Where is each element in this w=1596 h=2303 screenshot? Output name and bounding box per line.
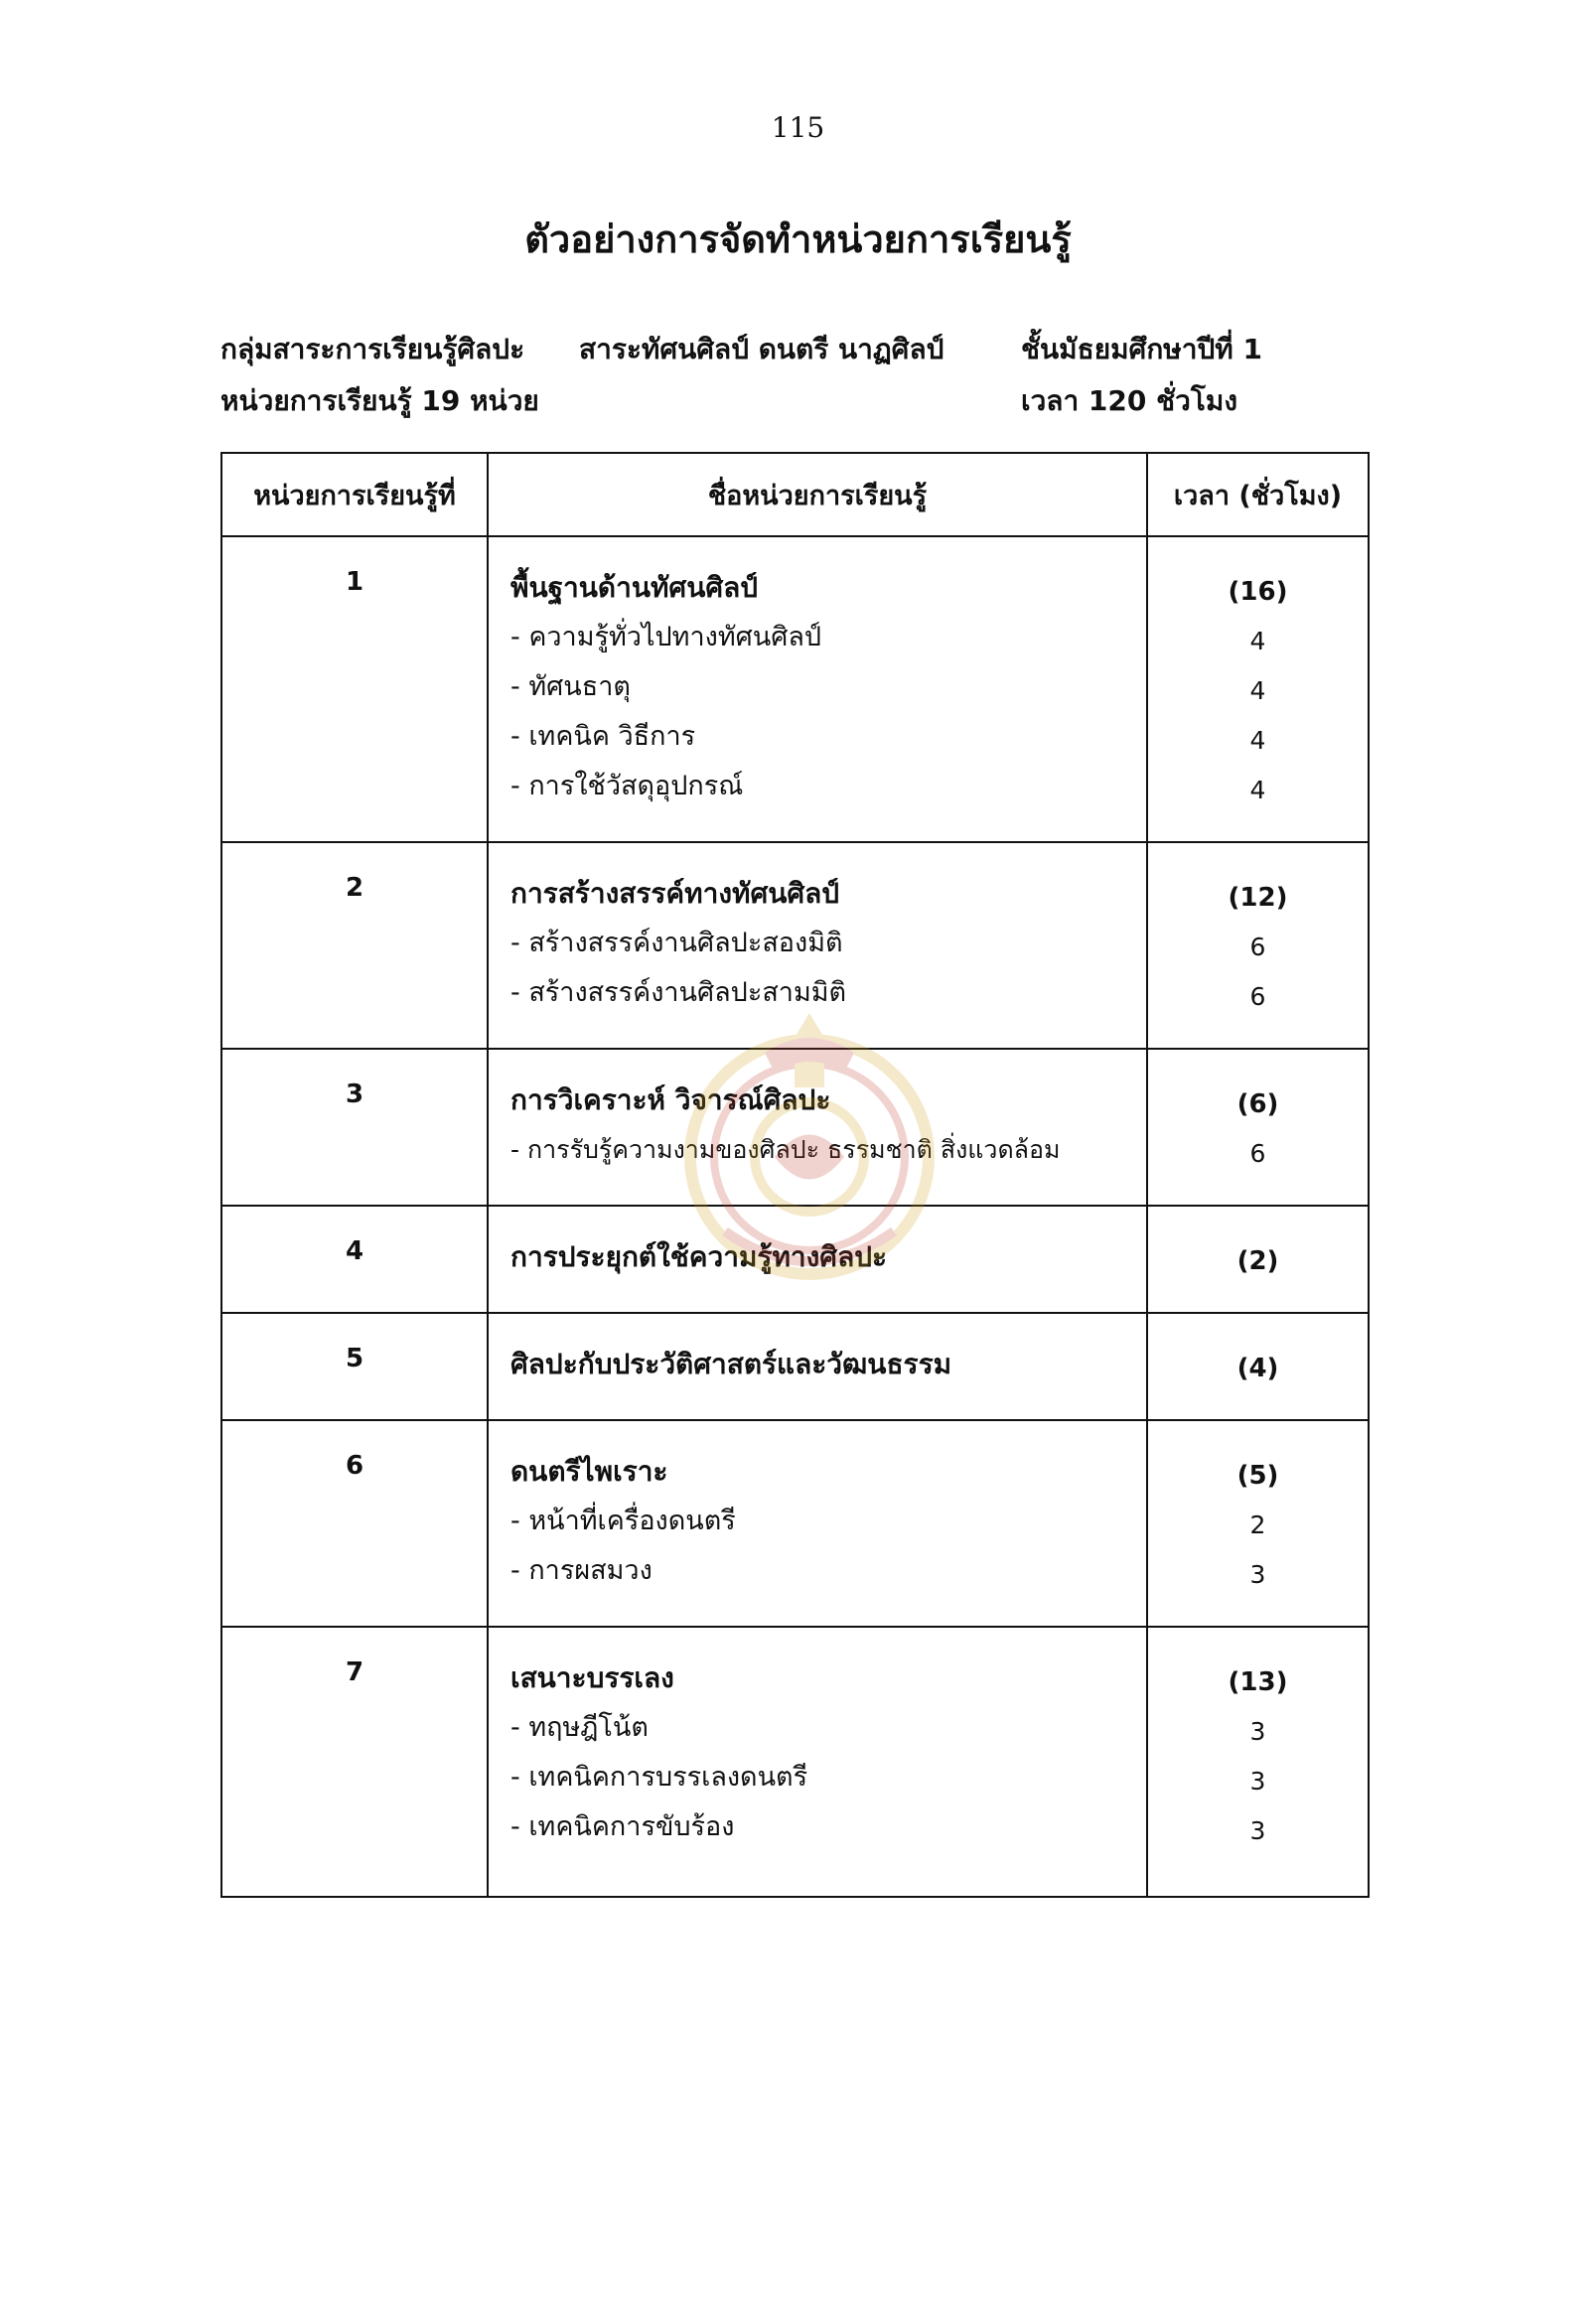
page-title: ตัวอย่างการจัดทำหน่วยการเรียนรู้: [524, 217, 1072, 261]
unit-number: 2: [221, 842, 488, 1049]
topic-item: - การรับรู้ความงามของศิลปะ ธรรมชาติ สิ่งแวดล้อม: [510, 1135, 1061, 1164]
unit-hours: (4): [1236, 1354, 1279, 1383]
table-row: [221, 1206, 1369, 1313]
topic-hours: 4: [1249, 776, 1266, 804]
unit-name-cell: [488, 536, 1147, 842]
learning-area-label: กลุ่มสาระการเรียนรู้ศิลปะ: [220, 333, 525, 365]
topic-item: - การผสมวง: [510, 1555, 653, 1586]
topic-item: - สร้างสรรค์งานศิลปะสามมิติ: [510, 977, 847, 1008]
topic-item: - การใช้วัสดุอุปกรณ์: [510, 771, 744, 801]
page-number: 115: [771, 111, 825, 144]
unit-count-label: หน่วยการเรียนรู้ 19 หน่วย: [220, 384, 539, 417]
table-header-row: [221, 453, 1369, 536]
unit-hours: (6): [1236, 1089, 1279, 1119]
hours-cell: [1147, 1049, 1369, 1206]
topic-item: - เทคนิคการบรรเลงดนตรี: [510, 1762, 808, 1793]
topic-hours: 4: [1249, 676, 1266, 705]
topic-item: - เทคนิค วิธีการ: [510, 721, 696, 752]
unit-name: พื้นฐานด้านทัศนศิลป์: [510, 571, 759, 604]
table-row: [221, 842, 1369, 1049]
hours-cell: [1147, 536, 1369, 842]
topic-hours: 6: [1249, 933, 1266, 961]
table-row: [221, 1420, 1369, 1627]
hours-cell: [1147, 1627, 1369, 1897]
topic-hours: 6: [1249, 982, 1266, 1011]
topic-hours: 4: [1249, 726, 1266, 755]
unit-hours: (13): [1228, 1667, 1288, 1697]
topic-hours: 4: [1249, 627, 1266, 655]
total-hours-label: เวลา 120 ชั่วโมง: [1021, 384, 1238, 417]
topic-hours: 2: [1249, 1511, 1266, 1539]
unit-name: การวิเคราะห์ วิจารณ์ศิลปะ: [510, 1083, 831, 1116]
unit-number: 6: [221, 1420, 488, 1627]
unit-name-cell: [488, 1627, 1147, 1897]
table-row: [221, 1313, 1369, 1420]
topic-hours: 6: [1249, 1139, 1266, 1168]
hours-cell: [1147, 1206, 1369, 1313]
topic-hours: 3: [1249, 1717, 1266, 1746]
topic-item: - หน้าที่เครื่องดนตรี: [510, 1506, 736, 1536]
header-hours: เวลา (ชั่วโมง): [1147, 453, 1369, 536]
unit-number: 4: [221, 1206, 488, 1313]
unit-number: 5: [221, 1313, 488, 1420]
unit-name: ดนตรีไพเราะ: [510, 1455, 668, 1488]
table-row: [221, 1049, 1369, 1206]
hours-cell: [1147, 842, 1369, 1049]
topic-item: - ความรู้ทั่วไปทางทัศนศิลป์: [510, 622, 822, 652]
unit-hours: (12): [1228, 883, 1288, 913]
unit-number: 1: [221, 536, 488, 842]
unit-name-cell: [488, 1206, 1147, 1313]
unit-name: ศิลปะกับประวัติศาสตร์และวัฒนธรรม: [510, 1348, 952, 1380]
topic-item: - ทัศนธาตุ: [510, 671, 631, 702]
topic-item: - สร้างสรรค์งานศิลปะสองมิติ: [510, 928, 843, 958]
unit-number: 3: [221, 1049, 488, 1206]
hours-cell: [1147, 1313, 1369, 1420]
header-unit-number: หน่วยการเรียนรู้ที่: [221, 453, 488, 536]
unit-hours: (5): [1236, 1461, 1279, 1491]
unit-number: 7: [221, 1627, 488, 1897]
topic-hours: 3: [1249, 1767, 1266, 1796]
topic-item: - ทฤษฎีโน้ต: [510, 1712, 649, 1743]
subject-label: สาระทัศนศิลป์ ดนตรี นาฏศิลป์: [579, 333, 944, 365]
hours-cell: [1147, 1420, 1369, 1627]
topic-hours: 3: [1249, 1816, 1266, 1845]
unit-name-cell: [488, 1049, 1147, 1206]
unit-name-cell: [488, 1420, 1147, 1627]
unit-name-cell: [488, 1313, 1147, 1420]
unit-name: เสนาะบรรเลง: [510, 1661, 674, 1694]
grade-level-label: ชั้นมัธยมศึกษาปีที่ 1: [1021, 333, 1262, 365]
header-unit-name: ชื่อหน่วยการเรียนรู้: [488, 453, 1147, 536]
unit-hours: (2): [1236, 1246, 1279, 1276]
table-row: [221, 1627, 1369, 1897]
unit-name: การประยุกต์ใช้ความรู้ทางศิลปะ: [510, 1240, 888, 1273]
unit-name-cell: [488, 842, 1147, 1049]
topic-hours: 3: [1249, 1560, 1266, 1589]
learning-units-table: [220, 452, 1370, 1898]
table-row: [221, 536, 1369, 842]
topic-item: - เทคนิคการขับร้อง: [510, 1811, 735, 1842]
unit-name: การสร้างสรรค์ทางทัศนศิลป์: [510, 877, 840, 910]
unit-hours: (16): [1228, 577, 1288, 607]
